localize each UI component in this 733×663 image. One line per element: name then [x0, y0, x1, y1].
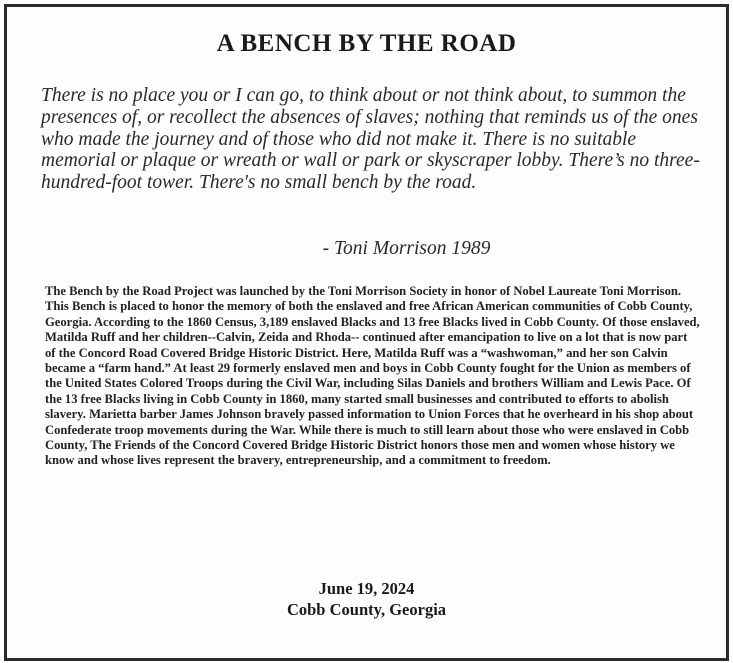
dedication-footer — [0, 578, 733, 620]
quote-attribution: - Toni Morrison 1989 — [322, 238, 491, 259]
page-title: A BENCH BY THE ROAD — [216, 30, 517, 57]
morrison-quote: There is no place you or I can go, to think about or not think about, to summon the presences of, or recollect the absences of slaves; nothing that reminds us of the ones who made the journey and of those who did not make it. There is no suitable memorial or plaque or wreath or wall or park or skyscraper lobby. There’s no three-hundred-foot tower. There's no small bench by the road. — [41, 85, 700, 194]
dedication-date: June 19, 2024 — [318, 579, 415, 598]
dedication-location: Cobb County, Georgia — [286, 600, 447, 619]
project-description: The Bench by the Road Project was launched by the Toni Morrison Society in honor of Nobel Laureate Toni Morrison. This Bench is placed to honor the memory of both the enslaved and free African American communities of Cobb County, Georgia. According to the 1860 Census, 3,189 enslaved Blacks and 13 free Blacks lived in Cobb County. Of those enslaved, Matilda Ruff and her children--Calvin, Zeida and Rhoda-- continued after emancipation to live on a lot that is now part of the Concord Road Covered Bridge Historic District. Here, Matilda Ruff was a “washwoman,” and her son Calvin became a “farm hand.” At least 29 formerly enslaved men and boys in Cobb County fought for the Union as members of the United States Colored Troops during the Civil War, including Silas Daniels and brothers William and Lewis Pace. Of the 13 free Blacks living in Cobb County in 1860, many started small businesses and contributed to efforts to abolish slavery. Marietta barber James Johnson bravely passed information to Union Forces that he overheard in his shop about Confederate troop movements during the War. While there is much to still learn about those who were enslaved in Cobb County, The Friends of the Concord Covered Bridge Historic District honors those men and women whose history we know and whose lives represent the bravery, entrepreneurship, and a commitment to freedom. — [45, 284, 700, 468]
